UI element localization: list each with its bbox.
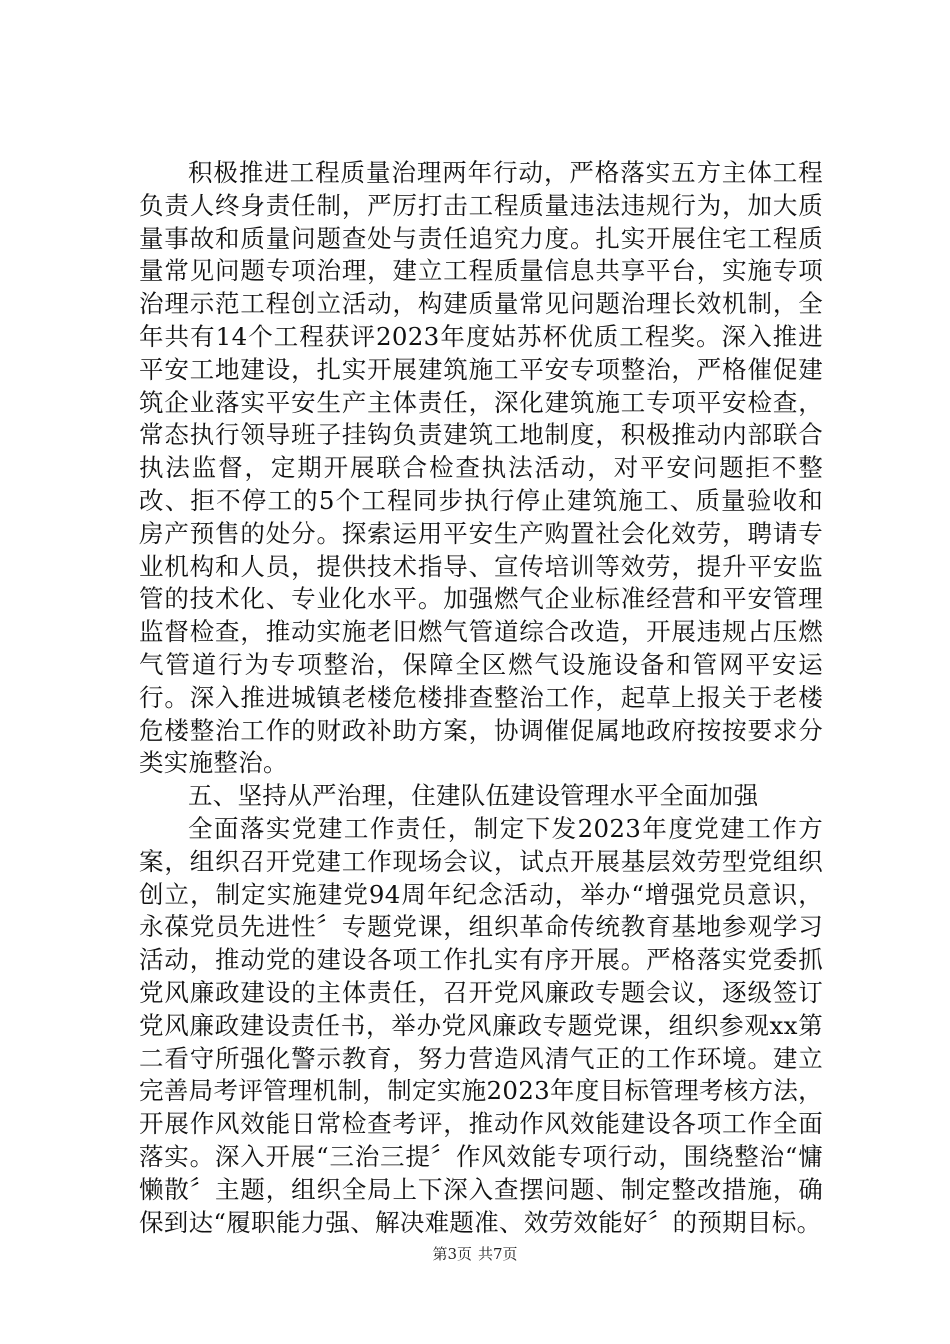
section-heading-five: 五、坚持从严治理，住建队伍建设管理水平全面加强 (188, 781, 759, 811)
paragraph-party-building: 全面落实党建工作责任，制定下发2023年度党建工作方案，组织召开党建工作现场会议，试点开展基层效劳型党组织创立，制定实施建党94周年纪念活动，举办“增强党员意识，永葆党员先进性〞专题党课，组织革命传统教育基地参观学习活动，推动党的建设各项工作扎实有序开展。严格落实党委抓党风廉政建设的主体责任，召开党风廉政专题会议，逐级签订党风廉政建设责任书，举办党风廉政专题党课，组织参观xx第二看守所强化警示教育，努力营造风清气正的工作环境。建立完善局考评管理机制，制定实施2023年度目标管理考核方法，开展作风效能日常检查考评，推动作风效能建设各项工作全面落实。深入开展“三治三提〞作风效能专项行动，围绕整治“慵懒散〞主题，组织全局上下深入查摆问题、制定整改措施，确保到达“履职能力强、解决难题准、效劳效能好〞的预期目标。 (139, 813, 823, 1237)
document-body (139, 157, 823, 1239)
page-total: 共7页 (478, 1245, 518, 1263)
page-footer (0, 1244, 950, 1264)
page-number: 第3页 (432, 1245, 472, 1263)
paragraph-engineering-quality: 积极推进工程质量治理两年行动，严格落实五方主体工程负责人终身责任制，严厉打击工程质量违法违规行为，加大质量事故和质量问题查处与责任追究力度。扎实开展住宅工程质量常见问题专项治理，建立工程质量信息共享平台，实施专项治理示范工程创立活动，构建质量常见问题治理长效机制，全年共有14个工程获评2023年度姑苏杯优质工程奖。深入推进平安工地建设，扎实开展建筑施工平安专项整治，严格催促建筑企业落实平安生产主体责任，深化建筑施工专项平安检查，常态执行领导班子挂钩负责建筑工地制度，积极推动内部联合执法监督，定期开展联合检查执法活动，对平安问题拒不整改、拒不停工的5个工程同步执行停止建筑施工、质量验收和房产预售的处分。探索运用平安生产购置社会化效劳，聘请专业机构和人员，提供技术指导、宣传培训等效劳，提升平安监管的技术化、专业化水平。加强燃气企业标准经营和平安管理监督检查，推动实施老旧燃气管道综合改造，开展违规占压燃气管道行为专项整治，保障全区燃气设施设备和管网平安运行。深入推进城镇老楼危楼排查整治工作，起草上报关于老楼危楼整治工作的财政补助方案，协调催促属地政府按按要求分类实施整治。 (139, 158, 823, 778)
